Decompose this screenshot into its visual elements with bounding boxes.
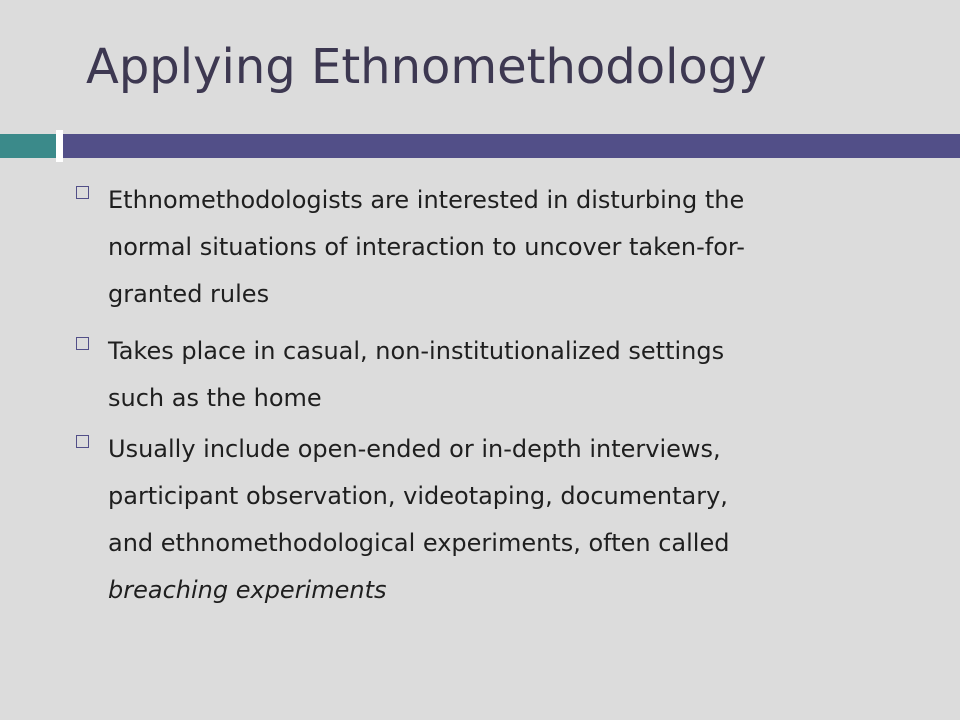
slide-title: Applying Ethnomethodology — [86, 39, 767, 95]
bullet-line: granted rules — [108, 280, 270, 308]
bullet-text — [108, 328, 923, 422]
square-bullet-icon — [76, 337, 89, 350]
square-bullet-icon — [76, 186, 89, 199]
title-rule-divider — [56, 130, 63, 162]
bullet-emphasis-text: breaching experiments — [108, 576, 387, 604]
bullet-line: Ethnomethodologists are interested in disturbing the — [108, 186, 745, 214]
bullet-line: such as the home — [108, 384, 322, 412]
title-rule-purple-segment — [63, 134, 960, 158]
bullet-line: Takes place in casual, non-institutionalized settings — [108, 337, 725, 365]
square-bullet-icon — [76, 435, 89, 448]
bullet-line: participant observation, videotaping, documentary, — [108, 482, 728, 510]
bullet-text — [108, 426, 923, 614]
title-rule-teal-segment — [0, 134, 56, 158]
bullet-text — [108, 177, 923, 318]
bullet-line: normal situations of interaction to uncover taken-for- — [108, 233, 745, 261]
bullet-line: and ethnomethodological experiments, often called — [108, 529, 730, 557]
bullet-line: Usually include open-ended or in-depth interviews, — [108, 435, 721, 463]
